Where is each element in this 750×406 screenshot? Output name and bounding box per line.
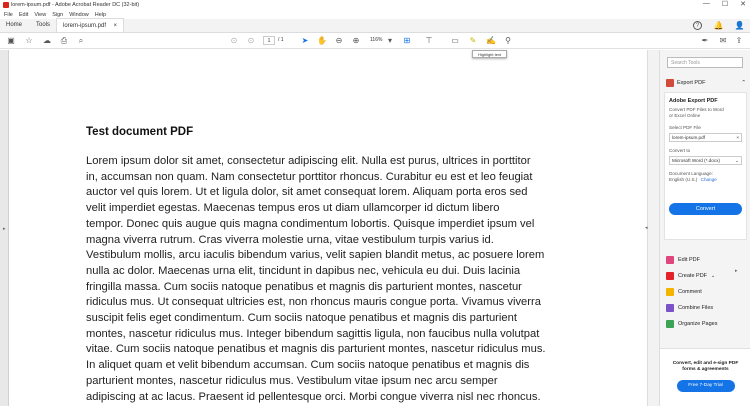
- remove-file-icon[interactable]: ×: [736, 135, 739, 140]
- upload-icon[interactable]: ☁: [43, 36, 51, 45]
- tab-tools[interactable]: Tools: [36, 22, 51, 28]
- zoom-dropdown-icon[interactable]: ▾: [387, 36, 392, 45]
- tab-close-icon[interactable]: ×: [113, 22, 117, 29]
- zoom-out-icon[interactable]: ⊖: [335, 36, 343, 45]
- document-line: vitae. Cum sociis natoque penatibus et magnis dis parturient montes, nascetur ridiculus mus.: [86, 343, 546, 356]
- fit-page-icon[interactable]: ⊞: [403, 36, 411, 45]
- tool-label: Comment: [678, 289, 702, 295]
- document-title: Test document PDF: [86, 126, 194, 138]
- selected-file-name: lorem-ipsum.pdf: [672, 135, 705, 140]
- page-down-icon[interactable]: ⊙: [247, 36, 255, 45]
- collapse-pane-icon[interactable]: ▸: [735, 268, 738, 274]
- marquee-icon[interactable]: ⊤: [425, 36, 433, 45]
- change-language-link[interactable]: Change: [700, 177, 717, 182]
- document-line: nulla ac dolor. Maecenas urna elit, tincidunt in dapibus nec, vehicula eu dui. Duis lacinia: [86, 264, 521, 277]
- top-right-icons: [693, 21, 744, 30]
- tool-label: Edit PDF: [678, 257, 701, 263]
- document-line: fringilla massa. Cum sociis natoque penatibus et magnis dis parturient montes, nascetur: [86, 280, 522, 293]
- organize-pages-icon: [666, 320, 674, 328]
- maximize-button[interactable]: ☐: [721, 1, 729, 8]
- document-line: tempor. Donec quis augue quis magna condimentum lobortis. Quisque imperdiet ipsum vel: [86, 217, 535, 230]
- menu-sign[interactable]: Sign: [52, 11, 64, 18]
- stamp-icon[interactable]: ⚲: [505, 36, 511, 45]
- sign-in-icon[interactable]: 👤: [734, 21, 745, 30]
- tool-label: Create PDF: [678, 273, 708, 279]
- collapse-panel-icon[interactable]: ◂: [645, 225, 648, 231]
- document-line: In aliquet quam et velit bibendum accumsan. Cum sociis natoque penatibus et magnis dis: [86, 359, 530, 372]
- export-pdf-label: Export PDF: [677, 79, 706, 86]
- convert-button[interactable]: Convert: [669, 203, 742, 215]
- menu-view[interactable]: View: [34, 11, 47, 18]
- export-desc-line: Convert PDF Files to Word: [669, 107, 724, 112]
- sign-icon[interactable]: ✍: [486, 36, 496, 45]
- document-line: auctor vel quis lorem. Ut et ligula dolor, sit amet consequat lorem. Aliquam porta eros sed: [86, 186, 528, 199]
- cursor-icon[interactable]: ➤: [301, 36, 309, 45]
- tool-organize-pages[interactable]: [666, 316, 746, 332]
- help-icon[interactable]: ?: [693, 21, 702, 30]
- export-card-description: [669, 107, 742, 119]
- export-card-title: Adobe Export PDF: [669, 98, 718, 104]
- free-trial-button[interactable]: Free 7-Day Trial: [677, 380, 735, 392]
- print-icon[interactable]: ⎙: [60, 36, 68, 45]
- tool-comment[interactable]: [666, 284, 746, 300]
- vertical-scrollbar[interactable]: [647, 50, 659, 406]
- document-line: parturient montes, nascetur ridiculus mus. Vestibulum vitae ipsum nec arcu semper: [86, 374, 498, 387]
- page-up-icon[interactable]: ⊙: [230, 36, 238, 45]
- chevron-up-icon[interactable]: ⌃: [741, 79, 746, 86]
- document-line: suscipit felis eget condimentum. Cum sociis natoque penatibus et magnis dis parturient: [86, 312, 517, 325]
- tab-bar: [0, 19, 750, 33]
- menu-file[interactable]: File: [4, 11, 13, 18]
- export-desc-line: or Excel Online: [669, 113, 701, 118]
- chevron-down-icon: ⌄: [735, 158, 739, 163]
- close-window-button[interactable]: ✕: [740, 1, 746, 8]
- menu-window[interactable]: Window: [69, 11, 89, 18]
- document-viewport[interactable]: [9, 50, 647, 406]
- main-toolbar: [0, 33, 750, 49]
- convert-to-label: Convert to: [669, 148, 691, 153]
- selected-file-field[interactable]: [669, 133, 742, 142]
- left-nav-gutter[interactable]: [0, 50, 9, 406]
- document-body: [86, 154, 586, 405]
- document-line: in, accumsan non quam. Nam consectetur porttitor rhoncus. Curabitur eu est et leo feugiat: [86, 170, 533, 183]
- document-line: adipiscing at ac lacus. Praesent id pellentesque orci. Morbi congue viverra nisl nec rhoncus.: [86, 390, 541, 403]
- title-bar: [0, 0, 750, 10]
- save-icon[interactable]: ▣: [7, 36, 15, 45]
- notifications-icon[interactable]: 🔔: [713, 21, 724, 30]
- menu-edit[interactable]: Edit: [18, 11, 29, 18]
- tool-label: Combine Files: [678, 305, 714, 311]
- hand-icon[interactable]: ✋: [317, 36, 327, 45]
- tool-create-pdf[interactable]: [666, 268, 746, 284]
- zoom-level[interactable]: 116%: [370, 37, 383, 43]
- document-line: montes, nascetur ridiculus mus. Integer bibendum sagittis ligula, non faucibus nulla volutpat: [86, 327, 540, 340]
- tool-combine-files[interactable]: [666, 300, 746, 316]
- select-file-label: Select PDF File: [669, 125, 701, 130]
- edit-pdf-icon: [666, 256, 674, 264]
- acrobat-app-icon: [3, 2, 9, 8]
- minimize-button[interactable]: —: [702, 0, 710, 7]
- document-line: magna viverra rutrum. Cras viverra molestie urna, vitae vestibulum turpis varius id.: [86, 233, 494, 246]
- menu-help[interactable]: Help: [94, 11, 107, 18]
- fill-sign-icon[interactable]: ✒: [701, 36, 709, 45]
- email-icon[interactable]: ✉: [719, 36, 727, 45]
- combine-files-icon: [666, 304, 674, 312]
- highlight-tooltip: Highlight text: [472, 50, 507, 58]
- export-pdf-header[interactable]: [666, 77, 746, 88]
- export-pdf-icon: [666, 79, 674, 87]
- window-title: lorem-ipsum.pdf - Adobe Acrobat Reader DC (32-bit): [11, 2, 140, 8]
- search-icon[interactable]: ⌕: [78, 36, 84, 45]
- promo-text: [660, 361, 750, 373]
- tab-document-label: lorem-ipsum.pdf: [63, 22, 107, 29]
- share-icon[interactable]: ⇪: [735, 36, 743, 45]
- window-controls: [703, 0, 746, 8]
- create-pdf-icon: [666, 272, 674, 280]
- language-value: English (U.S.): [669, 177, 698, 182]
- document-language: [669, 171, 742, 183]
- document-line: Lorem ipsum dolor sit amet, consectetur adipiscing elit. Nulla est purus, ultrices in porttitor: [86, 155, 531, 167]
- page-number-input[interactable]: 1: [263, 36, 275, 45]
- comment-tool-icon: [666, 288, 674, 296]
- expand-left-icon[interactable]: ▸: [3, 226, 6, 232]
- promo-line: forms & agreements: [682, 367, 729, 372]
- format-select[interactable]: [669, 156, 742, 165]
- highlight-icon[interactable]: ✎: [469, 36, 477, 45]
- tools-pane: [659, 50, 750, 406]
- tool-label: Organize Pages: [678, 321, 718, 327]
- tab-home[interactable]: Home: [6, 22, 23, 28]
- language-label: Document Language:: [669, 171, 713, 176]
- tool-edit-pdf[interactable]: [666, 252, 746, 268]
- tool-list: [666, 252, 746, 332]
- trial-promo: [660, 348, 750, 406]
- format-value: Microsoft Word (*.docx): [672, 158, 720, 163]
- document-line: Vestibulum mollis, arcu iaculis bibendum varius, velit sapien blandit metus, ac posuere lorem: [86, 249, 545, 262]
- comment-icon[interactable]: ▭: [451, 36, 459, 45]
- search-tools-input[interactable]: Search Tools: [667, 57, 743, 68]
- star-icon[interactable]: ☆: [25, 36, 33, 45]
- zoom-in-icon[interactable]: ⊕: [352, 36, 360, 45]
- document-line: ridiculus mus. Ut consequat ultricies est, non rhoncus mauris congue porta. Vivamus viverra: [86, 296, 541, 309]
- tab-document[interactable]: [56, 18, 124, 32]
- export-pdf-card: [664, 92, 747, 240]
- promo-line: Convert, edit and e-sign PDF: [672, 361, 739, 366]
- chevron-down-icon[interactable]: ⌄: [711, 273, 716, 279]
- document-line: velit imperdiet egestas. Maecenas tempus eros ut diam ullamcorper id dictum libero: [86, 202, 500, 215]
- page-total: / 1: [278, 37, 284, 43]
